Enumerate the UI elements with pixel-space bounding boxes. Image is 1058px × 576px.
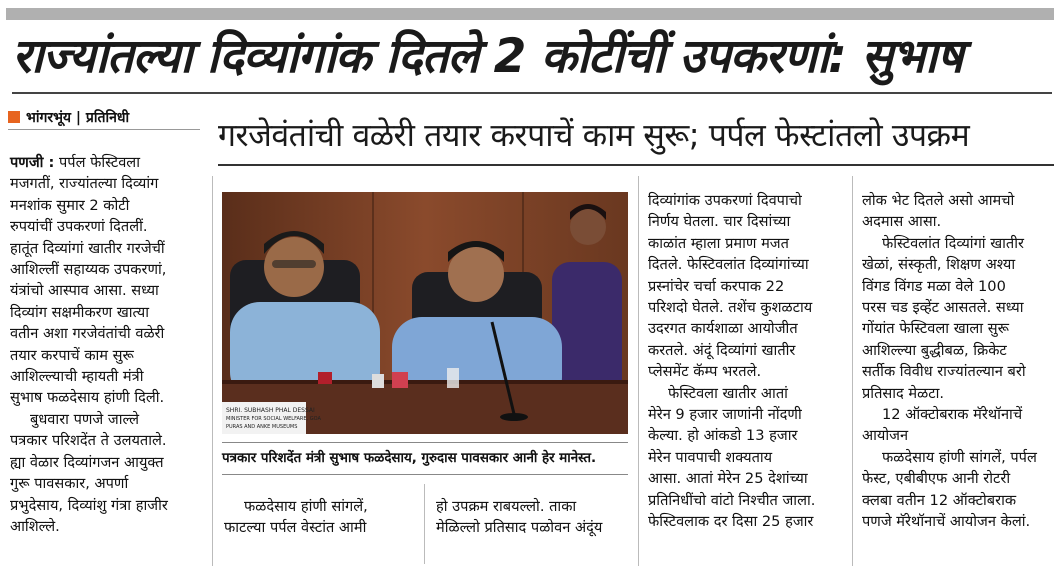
text-line: विंगड विंगड मळा वेले 100	[862, 277, 1006, 295]
text-line: फळदेसाय हांणी सांगलें, पर्पल	[882, 448, 1037, 466]
headline-rule	[12, 92, 1052, 94]
nameplate-line-3: PURAS AND ANKE MUSEUMS	[226, 424, 298, 430]
text-line: फेस्टिवलाक दर दिसा 25 हजार	[648, 513, 814, 531]
text-line: प्लेसमेंट कॅम्प भरतले.	[648, 363, 762, 381]
text-line: मनशांक सुमार 2 कोटी	[10, 196, 130, 214]
article-column-2	[224, 496, 404, 539]
text-line: फेस्टिवला खातीर आतां	[668, 384, 788, 402]
column-divider	[424, 484, 425, 564]
text-line: उदरगत कार्यशाळा आयोजीत	[648, 320, 798, 338]
text-line: पणजे मॅरेथॉनाचें आयोजन केलां.	[862, 513, 1031, 531]
text-line: खेळां, संस्कृती, शिक्षण अश्या	[862, 256, 1016, 274]
text-line: प्रतिसाद मेळटा.	[862, 384, 945, 402]
text-line: प्रतिनिधींचो वांटो निश्चीत जाला.	[648, 491, 816, 509]
press-conference-photo	[222, 192, 628, 434]
text-line: सर्तीक विवीध राज्यांतल्यान बरो	[862, 363, 1026, 381]
text-line: आसा. आतां मेरेन 25 देशांच्या	[648, 470, 808, 488]
text-line: निर्णय घेतला. चार दिसांच्या	[648, 213, 791, 231]
byline	[8, 106, 129, 128]
text-line: मेरेन पावपाची शक्यताय	[648, 448, 773, 466]
text-line: फाटल्या पर्पल वेस्टांत आमी	[224, 519, 367, 537]
text-line: बुधवारा पणजे जाल्ले	[30, 410, 139, 428]
text-line: हातूंत दिव्यांगां खातीर गरजेचीं	[10, 239, 165, 257]
photo-illustration	[222, 192, 628, 434]
subheadline: गरजेवंतांची वळेरी तयार करपाचें काम सुरू; पर्पल फेस्टांतलो उपक्रम	[218, 116, 970, 154]
text-line: दिव्यांगांक उपकरणां दिवपाचो	[648, 192, 802, 209]
byline-square-icon	[8, 111, 20, 123]
article-column-3	[436, 496, 630, 539]
text-line: सुभाष फळदेसाय हांणी दिली.	[10, 389, 165, 407]
text-line: हो उपक्रम राबयल्लो. ताका	[436, 498, 577, 515]
text-line: प्रभुदेसाय, दिव्यांशु गंत्रा हाजीर	[10, 496, 168, 514]
headline: राज्यांतल्या दिव्यांगांक दितले 2 कोटींचीं उपकरणां: सुभाष	[12, 29, 963, 84]
caption-rule-bottom	[222, 474, 628, 475]
caption-rule-top	[222, 442, 628, 443]
text-line: वतीन अशा गरजेवंतांची वळेरी	[10, 325, 165, 343]
dateline: पणजी :	[10, 154, 55, 171]
text-line: आशिल्ल्याची म्हायती मंत्री	[10, 368, 144, 386]
text-line: फळदेसाय हांणी सांगलें,	[244, 498, 368, 515]
text-line: मेळिल्लो प्रतिसाद पळोवन अंदूंय	[436, 519, 603, 537]
text-line: आशिल्ल्या बुद्धीबळ, क्रिकेट	[862, 341, 1007, 359]
text-line: फेस्टिवलांत दिव्यांगां खातीर	[882, 234, 1024, 252]
nameplate-line-2: MINISTER FOR SOCIAL WELFARE, GOA	[226, 416, 321, 422]
nameplate-line-1: SHRI. SUBHASH PHAL DESSAI	[226, 407, 315, 414]
text-line: परस चड इव्हेंट आसतले. सध्या	[862, 299, 1024, 317]
column-divider	[638, 176, 639, 566]
byline-rule	[8, 129, 200, 130]
text-line: लोक भेट दितले असो आमचो	[862, 192, 1015, 209]
text-line: आशिल्लीं सहाय्यक उपकरणां,	[10, 261, 167, 279]
text-line: पत्रकार परिशदेंत ते उलयताले.	[10, 432, 167, 450]
text-line: परिशदो घेतले. तशेंच कुशळटाय	[648, 299, 813, 317]
text-line: रुपयांचीं उपकरणां दितलीं.	[10, 218, 148, 236]
text-line: ह्या वेळार दिव्यांगजन आयुक्त	[10, 453, 164, 471]
text-line: 12 ऑक्टोबराक मॅरेथॉनाचें	[882, 406, 1023, 424]
text-line: अदमास आसा.	[862, 213, 942, 231]
text-line: पर्पल फेस्टिवला	[59, 154, 140, 171]
text-line: क्लबा वतीन 12 ऑक्टोबराक	[862, 491, 1017, 509]
column-divider	[852, 176, 853, 566]
text-line: केल्या. हो आंकडो 13 हजार	[648, 427, 798, 445]
text-line: मेरेन 9 हजार जाणांनी नोंदणी	[648, 406, 802, 424]
top-rule	[6, 8, 1054, 20]
text-line: काळांत म्हाला प्रमाण मजत	[648, 234, 789, 252]
subheadline-rule	[218, 164, 1054, 166]
article-column-5	[862, 190, 1058, 533]
text-line: गोंयांत फेस्टिवला खाला सुरू	[862, 320, 1009, 338]
text-line: फेस्ट, एबीबीएफ आनी रोटरी	[862, 470, 1011, 488]
text-line: प्रस्नांचेर चर्चा करपाक 22	[648, 277, 785, 295]
column-divider	[212, 176, 213, 566]
text-line: गुरू पावसकार, अपर्णा	[10, 475, 129, 493]
text-line: दिव्यांग सक्षमीकरण खात्या	[10, 303, 150, 321]
article-column-4	[648, 190, 848, 533]
photo-caption: पत्रकार परिशदेंत मंत्री सुभाष फळदेसाय, गुरुदास पावसकार आनी हेर मानेस्त.	[222, 451, 597, 466]
text-line: करतले. अंदूं दिव्यांगां खातीर	[648, 341, 796, 359]
text-line: तयार करपाचें काम सुरू	[10, 346, 134, 364]
byline-author: भांगरभूंय | प्रतिनिधी	[26, 109, 130, 126]
text-line: यंत्रांचो आस्पाव आसा. सध्या	[10, 282, 159, 300]
text-line: आशिल्ले.	[10, 517, 60, 535]
article-column-1	[10, 152, 210, 537]
text-line: मजगतीं, राज्यांतल्या दिव्यांग	[10, 175, 159, 193]
text-line: दितले. फेस्टिवलांत दिव्यांगांच्या	[648, 256, 809, 274]
text-line: आयोजन	[862, 427, 909, 445]
